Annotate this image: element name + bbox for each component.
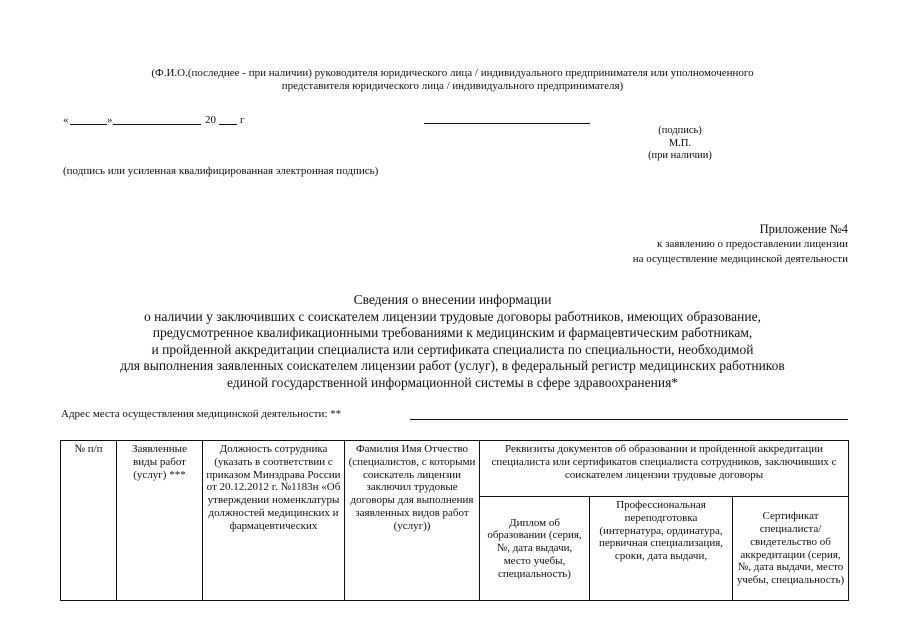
date-day-blank[interactable] [70, 124, 107, 125]
date-field[interactable]: « [63, 114, 69, 126]
column-header-number: № п/п [61, 441, 117, 601]
subheader-diploma: Диплом об образовании (серия, №, дата выдачи, место учебы, специальность) [480, 497, 590, 601]
date-year-prefix: 20 [205, 114, 216, 126]
appendix-line3: на осуществление медицинской деятельности [632, 253, 848, 265]
date-close-quote: » [107, 114, 113, 126]
signature-caption: (подпись) [658, 125, 702, 136]
date-month-blank[interactable] [113, 124, 201, 125]
subheader-retraining: Профессиональная переподготовка (интернатура, ординатура, первичная специализация, сроки, дата выдачи, [590, 497, 733, 601]
digital-signature-caption: (подпись или усиленная квалифицированная электронная подпись) [63, 165, 379, 177]
address-input-line[interactable] [410, 419, 848, 420]
title-line5: для выполнения заявленных соискателем лицензии работ (услуг), в федеральный регистр медицинских работников [120, 358, 785, 373]
appendix-line2: к заявлению о предоставлении лицензии [657, 238, 848, 250]
appendix-number: Приложение №4 [759, 222, 848, 236]
title-line2: о наличии у заключивших с соискателем лицензии трудовые договоры работников, имеющих образование, [144, 308, 761, 324]
fio-caption-line2: представителя юридического лица / индивидуального предпринимателя) [281, 80, 624, 92]
column-header-name: Фамилия Имя Отчество (специалистов, с которыми соискатель лицензии заключил трудовые договоры для выполнения заявленных видов работ (услуг)) [345, 441, 480, 601]
title-line1: Сведения о внесении информации [353, 292, 552, 307]
subheader-certificate: Сертификат специалиста/ свидетельство об аккредитации (серия, №, дата выдачи, место учебы, специальность) [733, 497, 849, 601]
column-header-documents: Реквизиты документов об образовании и пройденной аккредитации специалиста или сертификатов специалиста сотрудников, заключивших с соискателем лицензии трудовые договоры [480, 441, 849, 497]
column-header-position: Должность сотрудника (указать в соответствии с приказом Минздрава России от 20.12.2012 г. №1183н «Об утверждении номенклатуры должностей медицинских и фармацевтических [203, 441, 345, 601]
stamp-note: (при наличии) [648, 150, 712, 161]
date-year-suffix: г [240, 114, 245, 126]
signature-blank[interactable] [424, 123, 590, 124]
staff-table [60, 440, 849, 601]
title-line4: и пройденной аккредитации специалиста или сертификата специалиста по специальности, необходимой [151, 341, 754, 357]
stamp-caption: М.П. [668, 137, 692, 149]
fio-caption-line1: (Ф.И.О.(последнее - при наличии) руководителя юридического лица / индивидуального предпринимателя или уполномоченного [151, 67, 754, 79]
date-year-blank[interactable] [219, 124, 237, 125]
column-header-services: Заявленные виды работ (услуг) *** [117, 441, 203, 601]
title-line6: единой государственной информационной системы в сфере здравоохранения* [226, 374, 679, 390]
title-line3: предусмотренное квалификационными требованиями к медицинским и фармацевтическим работникам, [152, 325, 753, 340]
address-label: Адрес места осуществления медицинской деятельности: ** [61, 408, 342, 420]
document-title [40, 292, 865, 391]
